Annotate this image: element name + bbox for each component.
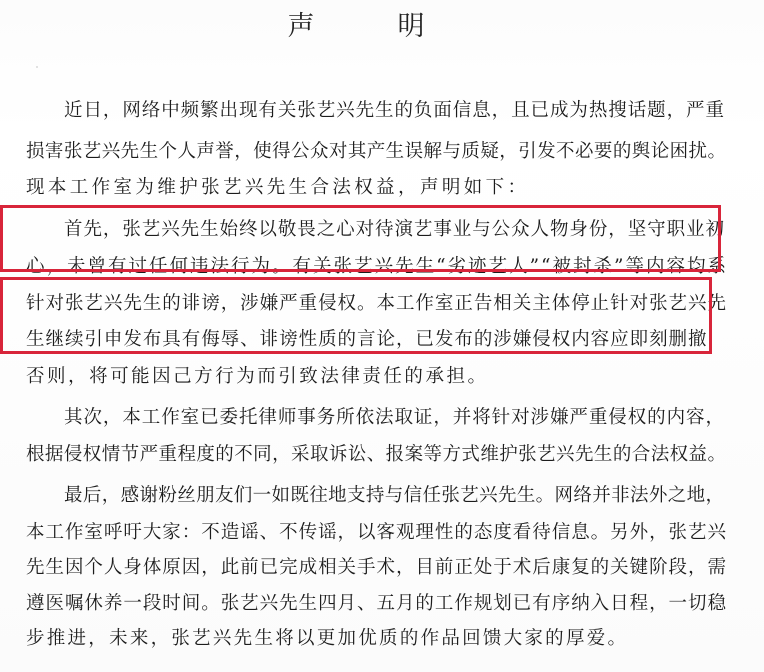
paragraph-2-line-1: 首先，张艺兴先生始终以敬畏之心对待演艺事业与公众人物身份，坚守职业初 xyxy=(64,219,725,240)
paragraph-3-line-1: 其次，本工作室已委托律师事务所依法取证，并将针对涉嫌严重侵权的内容， xyxy=(64,407,725,428)
paragraph-3-line-2: 根据侵权情节严重程度的不同，采取诉讼、报案等方式维护张艺兴先生的合法权益。 xyxy=(26,444,727,465)
paragraph-4-line-1: 最后，感谢粉丝朋友们一如既往地支持与信任张艺兴先生。网络并非法外之地， xyxy=(64,485,725,506)
scan-speck xyxy=(36,66,38,68)
paragraph-1-line-2: 损害张艺兴先生个人声誉，使得公众对其产生误解与质疑，引发不必要的舆论困扰。 xyxy=(26,141,727,162)
paragraph-2-line-5: 否则，将可能因己方行为而引致法律责任的承担。 xyxy=(26,366,489,387)
paragraph-4-line-5: 步推进，未来，张艺兴先生将以更加优质的作品回馈大家的厚爱。 xyxy=(26,628,629,649)
highlight-box-upper xyxy=(0,205,721,272)
highlight-box-lower xyxy=(0,277,712,354)
paragraph-2-line-3: 针对张艺兴先生的诽谤，涉嫌严重侵权。本工作室正告相关主体停止针对张艺兴先 xyxy=(26,293,727,314)
paragraph-1-line-1: 近日，网络中频繁出现有关张艺兴先生的负面信息，且已成为热搜话题，严重 xyxy=(64,100,725,121)
paragraph-2-line-2: 心，未曾有过任何违法行为。有关张艺兴先生“劣迹艺人”“被封杀”等内容均系 xyxy=(26,256,728,277)
statement-title: 声 明 xyxy=(287,11,453,42)
paragraph-4-line-2: 本工作室呼吁大家：不造谣、不传谣，以客观理性的态度看待信息。另外，张艺兴 xyxy=(26,522,727,543)
paragraph-4-line-3: 先生因个人身体原因，此前已完成相关手术，目前正处于术后康复的关键阶段，需 xyxy=(26,557,727,578)
paragraph-2-line-4: 生继续引申发布具有侮辱、诽谤性质的言论，已发布的涉嫌侵权内容应即刻删撤， xyxy=(26,329,727,350)
paragraph-1-line-3: 现本工作室为维护张艺兴先生合法权益，声明如下： xyxy=(26,177,530,198)
paragraph-4-line-4: 遵医嘱休养一段时间。张艺兴先生四月、五月的工作规划已有序纳入日程，一切稳 xyxy=(26,593,727,614)
